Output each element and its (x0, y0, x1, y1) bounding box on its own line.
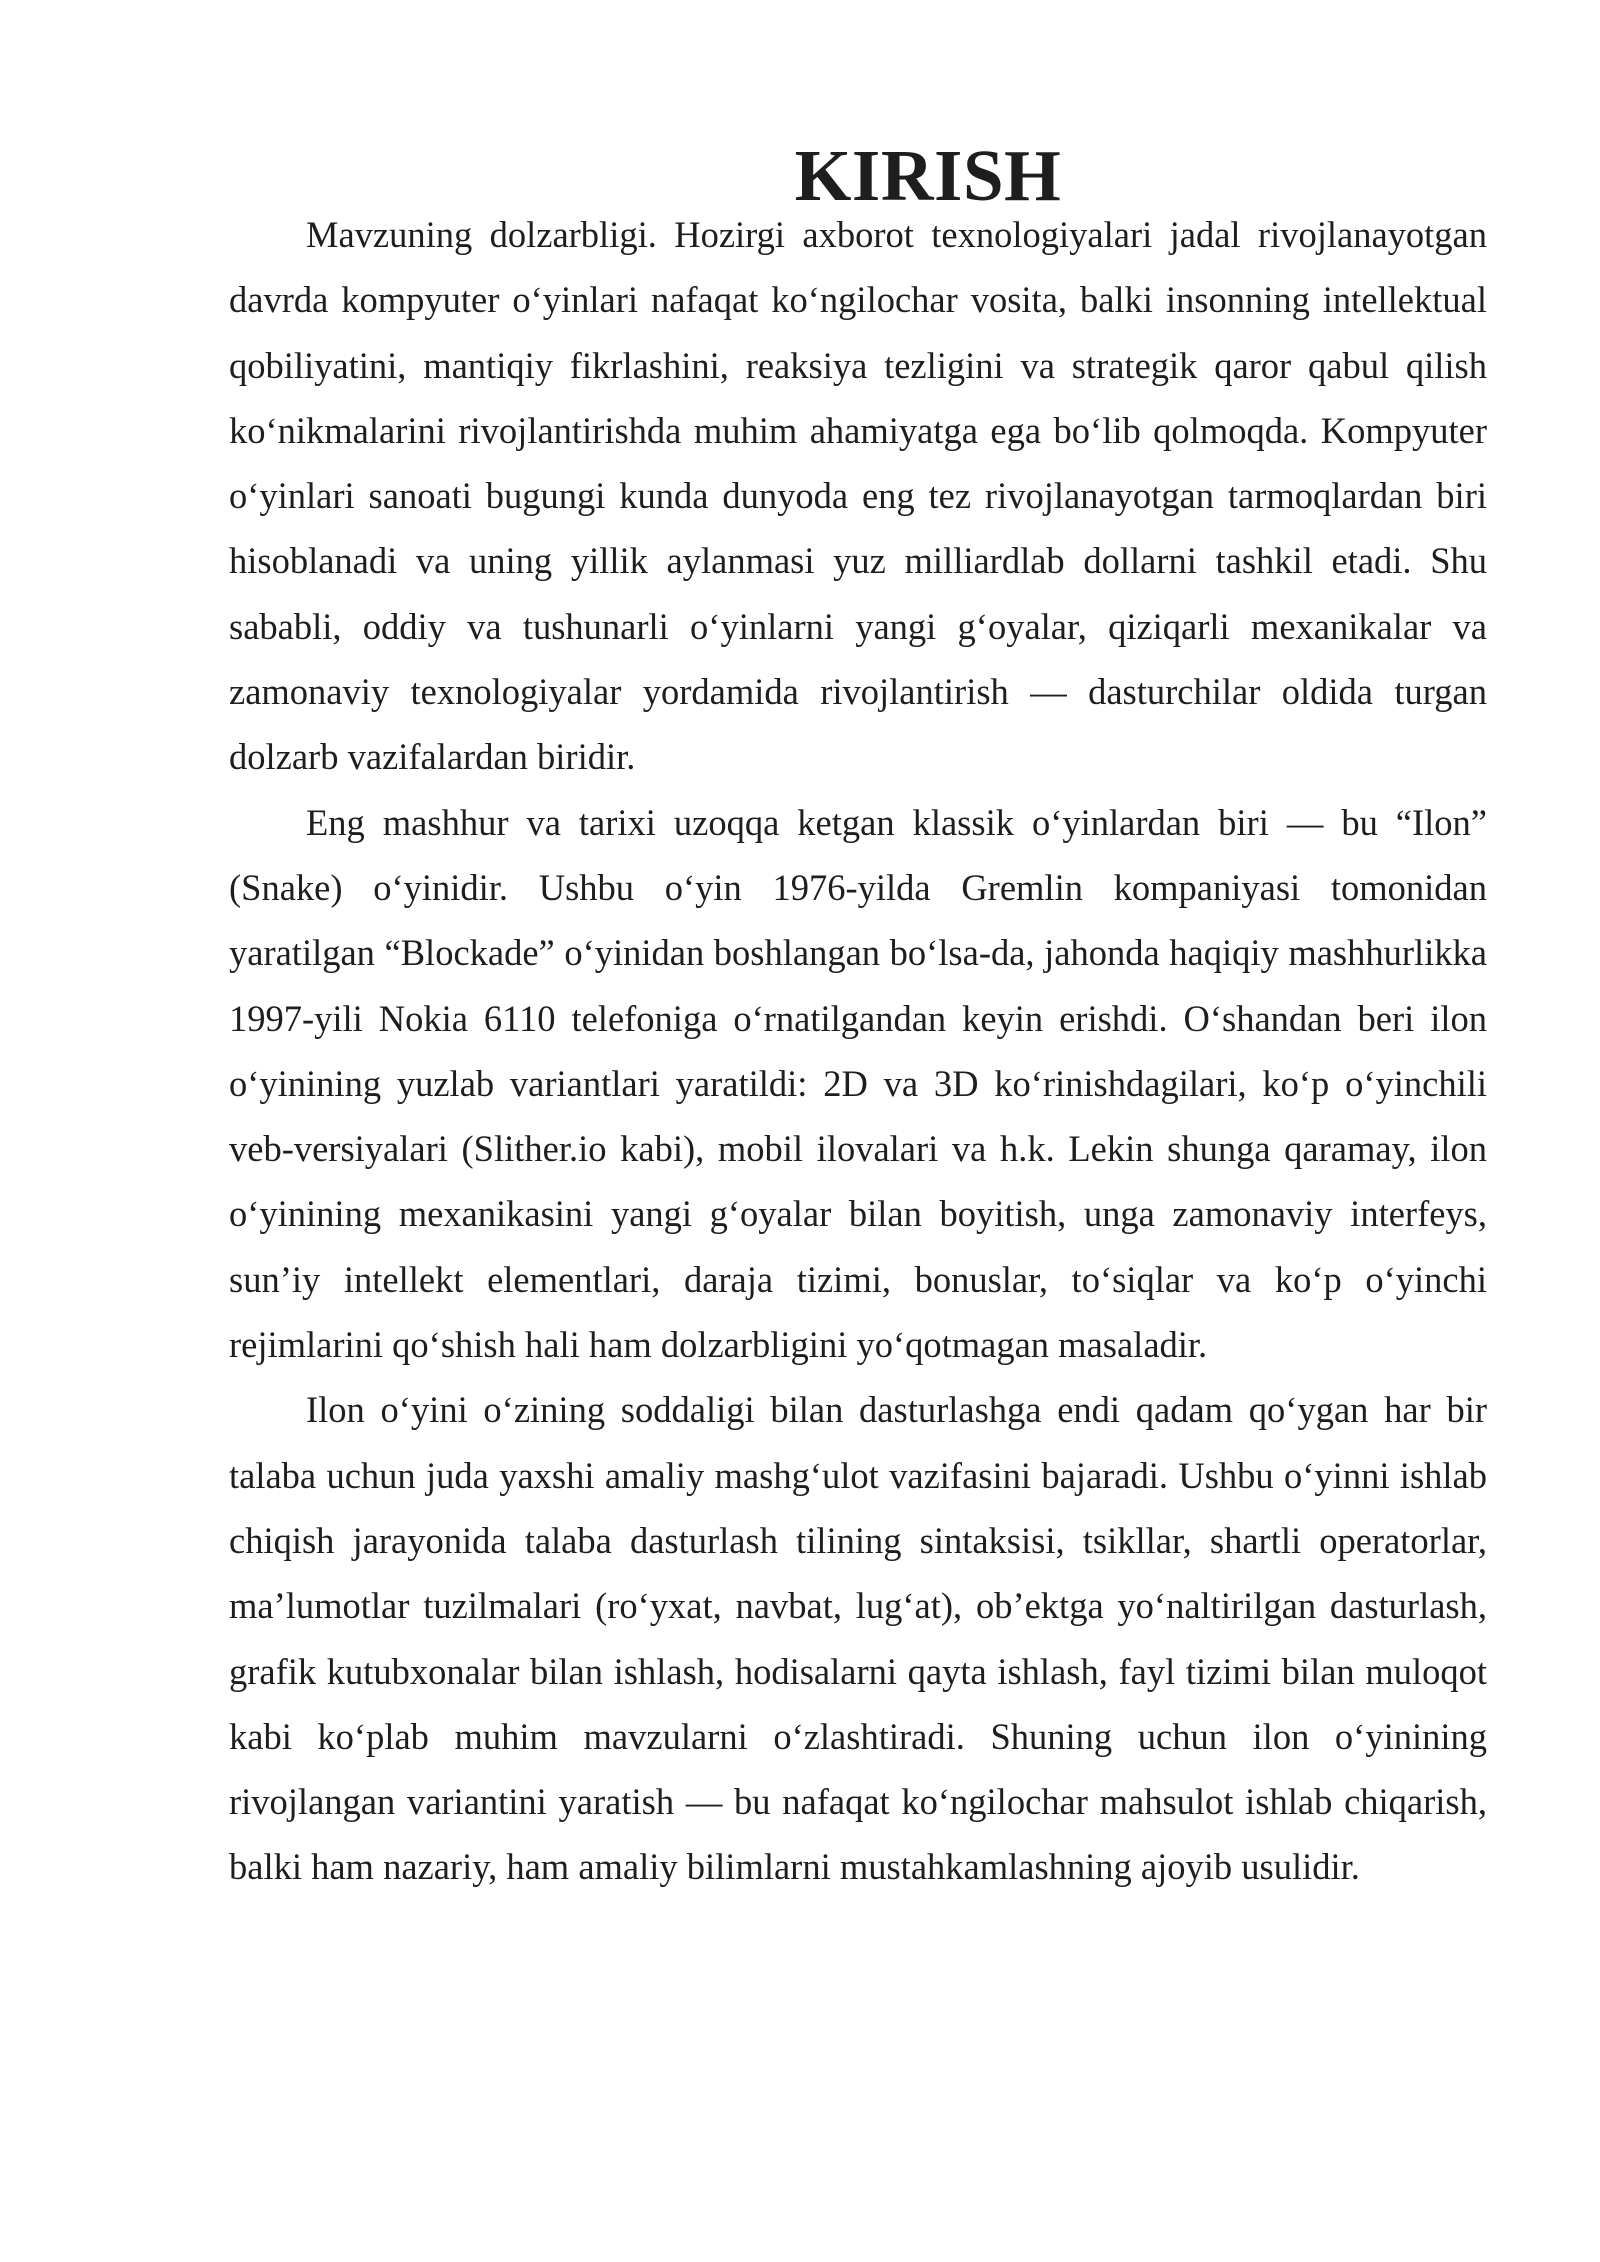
page-title: KIRISH (794, 135, 1062, 216)
document-page (229, 135, 1487, 1900)
paragraph-relevance: Mavzuning dolzarbligi. Hozirgi axborot texnologiyalari jadal rivojlanayotgan davrda kompyuter o‘yinlari nafaqat ko‘ngilochar vosita, balki insonning intellektual qobiliyatini, mantiqiy fikrlashini, reaksiya tezligini va strategik qaror qabul qilish ko‘nikmalarini rivojlantirishda muhim ahamiyatga ega bo‘lib qolmoqda. Kompyuter o‘yinlari sanoati bugungi kunda dunyoda eng tez rivojlanayotgan tarmoqlardan biri hisoblanadi va uning yillik aylanmasi yuz milliardlab dollarni tashkil etadi. Shu sababli, oddiy va tushunarli o‘yinlarni yangi g‘oyalar, qiziqarli mexanikalar va zamonaviy texnologiyalar yordamida rivojlantirish — dasturchilar oldida turgan dolzarb vazifalardan biridir. (229, 214, 1487, 778)
paragraph-snake-history: Eng mashhur va tarixi uzoqqa ketgan klassik o‘yinlardan biri — bu “Ilon” (Snake) o‘yinidir. Ushbu o‘yin 1976-yilda Gremlin kompaniyasi tomonidan yaratilgan “Blockade” o‘yinidan boshlangan bo‘lsa-da, jahonda haqiqiy mashhurlikka 1997-yili Nokia 6110 telefoniga o‘rnatilgandan keyin erishdi. O‘shandan beri ilon o‘yinining yuzlab variantlari yaratildi: 2D va 3D ko‘rinishdagilari, ko‘p o‘yinchili veb-versiyalari (Slither.io kabi), mobil ilovalari va h.k. Lekin shunga qaramay, ilon o‘yinining mexanikasini yangi g‘oyalar bilan boyitish, unga zamonaviy interfeys, sun’iy intellekt elementlari, daraja tizimi, bonuslar, to‘siqlar va ko‘p o‘yinchi rejimlarini qo‘shish hali ham dolzarbligini yo‘qotmagan masaladir. (229, 801, 1487, 1366)
paragraph-educational-value: Ilon o‘yini o‘zining soddaligi bilan dasturlashga endi qadam qo‘ygan har bir talaba uchun juda yaxshi amaliy mashg‘ulot vazifasini bajaradi. Ushbu o‘yinni ishlab chiqish jarayonida talaba dasturlash tilining sintaksisi, tsikllar, shartli operatorlar, ma’lumotlar tuzilmalari (ro‘yxat, navbat, lug‘at), ob’ektga yo‘naltirilgan dasturlash, grafik kutubxonalar bilan ishlash, hodisalarni qayta ishlash, fayl tizimi bilan muloqot kabi ko‘plab muhim mavzularni o‘zlashtiradi. Shuning uchun ilon o‘yinining rivojlangan variantini yaratish — bu nafaqat ko‘ngilochar mahsulot ishlab chiqarish, balki ham nazariy, ham amaliy bilimlarni mustahkamlashning ajoyib usulidir. (229, 1389, 1487, 1888)
